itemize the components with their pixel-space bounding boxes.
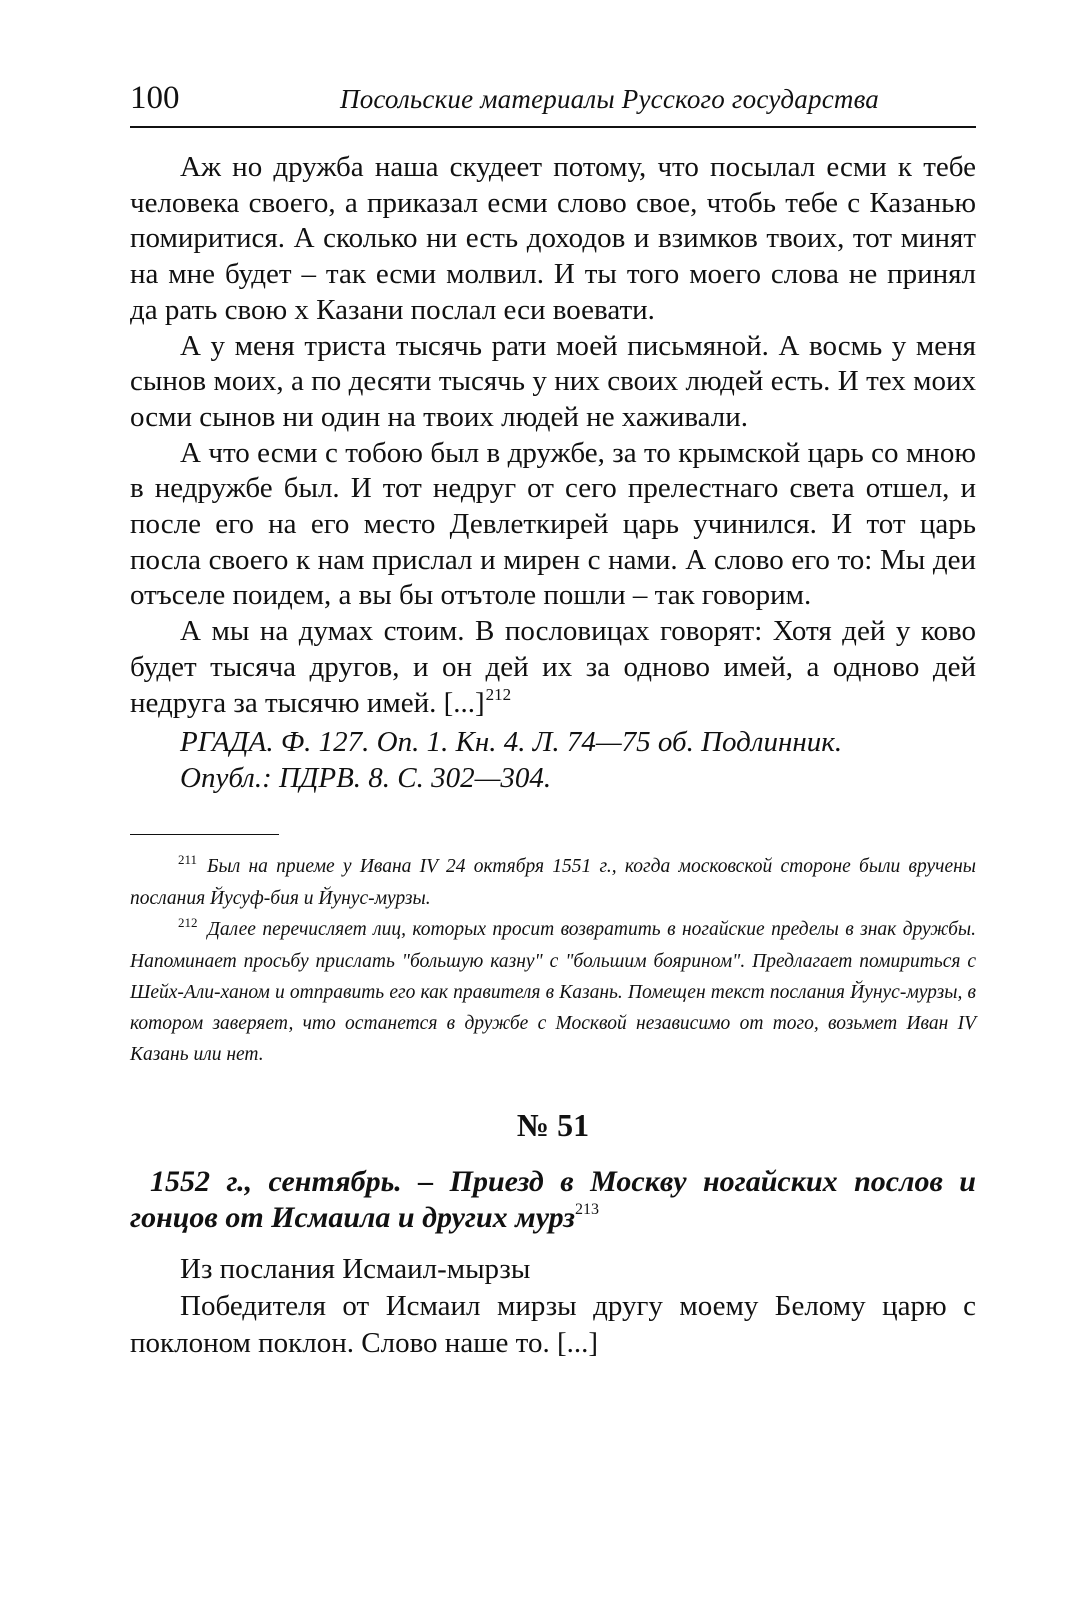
footnote-number: 212 xyxy=(178,915,198,931)
footnote-text: Был на приеме у Ивана IV 24 октября 1551 г., когда московской стороне были вручены послания Йусуф-бия и Йунус-мурзы. xyxy=(130,856,976,910)
document-title-text: 1552 г., сентябрь. – Приезд в Москву ногайских послов и гонцов от Исмаила и других мурз xyxy=(130,1165,976,1235)
archive-reference: РГАДА. Ф. 127. Оп. 1. Кн. 4. Л. 74—75 об. Подлинник. xyxy=(180,726,843,759)
paragraph: А что есми с тобою был в дружбе, за то крымской царь со мною в недружбе был. И тот недруг от сего прелестнаго света отшел, и после его на его место Девлеткирей царь учинился. И тот царь посла своего к нам прислал и мирен с нами. А слово его то: Мы деи отъселе поидем, а вы бы отътоле пошли – так говорим. xyxy=(130,436,976,612)
footnote-text: Далее перечисляет лиц, которых просит возвратить в ногайские пределы в знак дружбы. Напоминает просьбу прислать "большую казну" с "большим боярином". Предлагает помириться с Шейх-Али-ханом и отправить его как правителя в Казань. Помещен текст послания Йунус-мурзы, в котором заверяет, что останется в дружбе с Москвой независимо от того, возьмет Иван IV Казань или нет. xyxy=(130,919,976,1066)
footnotes xyxy=(130,851,976,1070)
excerpt-heading: Из послания Исмаил-мырзы xyxy=(180,1253,531,1286)
footnote-number: 211 xyxy=(178,852,198,868)
paragraph-text: А мы на думах стоим. В пословицах говорят: Хотя дей у ково будет тысяча другов, и он дей их за одново имей, а одново дей недруга за тысячю имей. [...] xyxy=(130,615,976,719)
paragraph: А у меня триста тысячь рати моей письмяной. А восмь у меня сынов моих, а по десяти тысячь у них своих людей есть. И тех моих осми сынов ни один на твоих людей не хаживали. xyxy=(130,329,976,433)
page-number: 100 xyxy=(130,80,180,116)
publication-reference: Опубл.: ПДРВ. 8. С. 302—304. xyxy=(180,762,552,795)
footnote xyxy=(130,914,976,1070)
main-text xyxy=(130,150,976,796)
paragraph-with-footnote xyxy=(130,614,976,724)
page-header xyxy=(130,78,976,128)
footnote xyxy=(130,851,976,914)
footnote-ref: 212 xyxy=(485,684,512,704)
excerpt-text: Победителя от Исмаил мирзы другу моему Белому царю с поклоном поклон. Слово наше то. [...] xyxy=(130,1290,976,1360)
footnote-divider xyxy=(130,834,279,835)
document-title xyxy=(130,1164,976,1241)
document-number: № 51 xyxy=(516,1107,590,1144)
paragraph: Аж но дружба наша скудеет потому, что посылал есми к тебе человека своего, а приказал есми слово свое, чтобь тебе с Казанью помиритися. А сколько ни есть доходов и взимков твоих, тот минят на мне будет – так есми молвил. И ты того моего слова не принял да рать свою х Казани послал еси воевати. xyxy=(130,151,976,326)
running-title: Посольские материалы Русского государства xyxy=(340,84,880,114)
footnote-ref: 213 xyxy=(574,1201,599,1219)
